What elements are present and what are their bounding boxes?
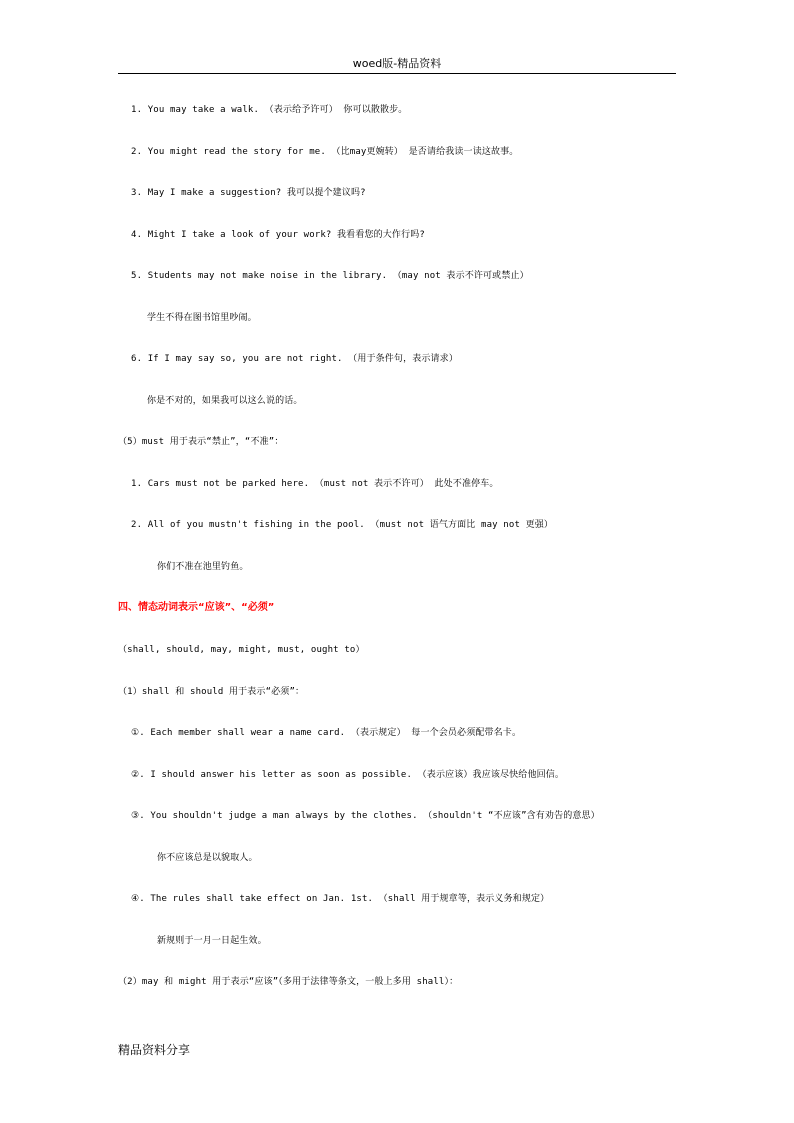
page-header: woed版-精品资料 bbox=[352, 57, 442, 70]
translation-line: 你是不对的，如果我可以这么说的话。 bbox=[147, 396, 303, 406]
example-line: ①. Each member shall wear a name card. （表示规定） 每一个会员必须配带名卡。 bbox=[131, 728, 522, 738]
section-subheading: （5）must 用于表示“禁止”，“不准”： bbox=[118, 437, 284, 447]
example-line: ②. I should answer his letter as soon as possible. （表示应该）我应该尽快给他回信。 bbox=[131, 770, 565, 780]
translation-line: 你们不准在池里钓鱼。 bbox=[157, 562, 249, 572]
header-divider bbox=[118, 73, 676, 74]
section-heading: 四、情态动词表示“应该”、“必须” bbox=[118, 602, 275, 613]
example-line: 1. Cars must not be parked here. （must not 表示不许可） 此处不准停车。 bbox=[131, 479, 499, 489]
example-line: 3. May I make a suggestion? 我可以提个建议吗? bbox=[131, 188, 366, 198]
translation-line: 你不应该总是以貌取人。 bbox=[157, 853, 258, 863]
example-line: 2. All of you mustn't fishing in the pool. （must not 语气方面比 may not 更强） bbox=[131, 520, 554, 530]
example-line: 2. You might read the story for me. （比may更婉转） 是否请给我读一读这故事。 bbox=[131, 147, 519, 157]
example-line: 1. You may take a walk. （表示给予许可） 你可以散散步。 bbox=[131, 105, 408, 115]
example-line: 6. If I may say so, you are not right. （用于条件句，表示请求） bbox=[131, 354, 458, 364]
page-footer: 精品资料分享 bbox=[118, 1043, 191, 1057]
translation-line: 新规则于一月一日起生效。 bbox=[157, 936, 267, 946]
translation-line: 学生不得在图书馆里吵闹。 bbox=[147, 313, 257, 323]
example-line: ③. You shouldn't judge a man always by the clothes. （shouldn't “不应该”含有劝告的意思） bbox=[131, 811, 600, 821]
section-subheading: （2）may 和 might 用于表示“应该”（多用于法律等条文，一般上多用 shall）： bbox=[118, 977, 459, 987]
example-line: 4. Might I take a look of your work? 我看看您的大作行吗? bbox=[131, 230, 425, 240]
modal-verb-list: （shall, should, may, might, must, ought to） bbox=[118, 645, 365, 655]
example-line: ④. The rules shall take effect on Jan. 1st. （shall 用于规章等，表示义务和规定） bbox=[131, 894, 550, 904]
section-subheading: （1）shall 和 should 用于表示“必须”： bbox=[118, 687, 305, 697]
example-line: 5. Students may not make noise in the library. （may not 表示不许可或禁止） bbox=[131, 271, 529, 281]
